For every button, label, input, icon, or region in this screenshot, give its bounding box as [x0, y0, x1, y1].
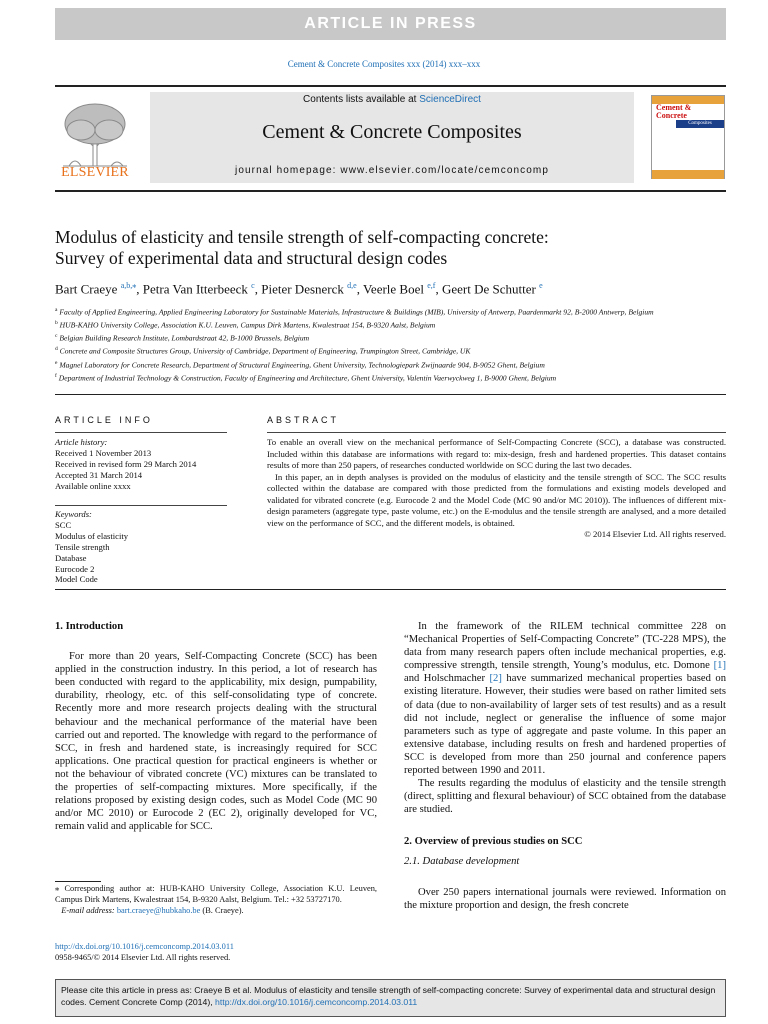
affiliation-item: $^b$ HUB-KAHO University College, Association K.U. Leuven, Campus Dirk Martens, Kwalestraat 154, B-9320 Aalst, Belgium [55, 320, 436, 330]
keywords [55, 509, 227, 585]
citation-text: Please cite this article in press as: Craeye B et al. Modulus of elasticity and tensile strength of self-compacting concrete: Survey of experimental data and structural design codes. Cement Concrete Comp (2014), [61, 985, 716, 1008]
header-bottom-rule [55, 190, 726, 192]
doi-link[interactable]: http://dx.doi.org/10.1016/j.cemconcomp.2014.03.011 [55, 942, 234, 951]
contents-line [150, 94, 634, 105]
journal-reference[interactable]: Cement & Concrete Composites xxx (2014) xxx–xxx [287, 59, 481, 69]
history-item: Received in revised form 29 March 2014 [55, 458, 197, 469]
body-paragraph: Over 250 papers international journals were reviewed. Information on the mixture proportion and design, the fresh concrete [404, 886, 726, 911]
history-item: Available online xxxx [55, 480, 131, 491]
article-history [55, 437, 227, 492]
article-title: Modulus of elasticity and tensile strength of self-compacting concrete: Survey of experimental data and structural design codes [55, 227, 549, 268]
history-item: Received 1 November 2013 [55, 447, 152, 458]
author-name: Pieter Desnerck [261, 281, 344, 297]
header-top-rule [55, 85, 726, 87]
abstract-bottom-rule [55, 589, 726, 590]
journal-title: Cement & Concrete Composites [262, 121, 522, 143]
corresponding-author-note: ⁎ Corresponding author at: HUB-KAHO University College, Association K.U. Leuven, Campus Dirk Martens, Kwalestraat 154, B-9320 Aalst, Belgium. Tel.: +32 53727170. [55, 884, 377, 904]
citation-doi-link[interactable]: http://dx.doi.org/10.1016/j.cemconcomp.2014.03.011 [215, 997, 418, 1008]
author-affil-mark[interactable]: a,b,⁎ [120, 281, 137, 290]
author-affil-mark[interactable]: c [251, 281, 255, 290]
author-name: Geert De Schutter [441, 281, 536, 297]
cover-blue-band: Composites [676, 120, 724, 128]
article-info-rule [55, 432, 227, 433]
keywords-label: Keywords: [55, 509, 92, 519]
abstract-heading: ABSTRACT [267, 415, 340, 425]
keyword: Modulus of elasticity [55, 530, 129, 541]
issn-line: 0958-9465/© 2014 Elsevier Ltd. All rights reserved. [55, 953, 231, 962]
author-name: Petra Van Itterbeeck [142, 281, 248, 297]
body-paragraph: For more than 20 years, Self-Compacting Concrete (SCC) has been applied in the construction industry. In this period, a lot of research has been conducted with regard to the applicability, mix design, pumpability, durability, rheology, etc. of this self-consolidating type of concrete. Recently more and more research projects dealing with the structural behaviour and the mechanical performance of the material have been carried out and reported. The knowledge with regard to the performance of SCC, in fresh and hardened state, is increasingly required for SCC applications. One practical question for practical engineers is whether or not the behaviour of vibrated concrete (VC) mixtures can be translated to the properties of self-compacting mixtures. More specifically, if the relations proposed by existing design codes, such as Model Code (MC 90 and/or MC 2010) or Eurocode 2 (EC 2), originally developed for VC, remain valid and applicable for SCC. [55, 651, 377, 833]
body-paragraph: In the framework of the RILEM technical committee 228 on “Mechanical Properties of Self-Compacting Concrete” (TC-228 MPS), the data from many research papers often include mechanical properties, e.g. compressive strength, tensile strength, Young’s modulus, etc. Domone [1] and Holschmacher [2] have summarized mechanical properties based on existing literature. However, their studies were based on rather limited sets of data (due to non-availability of larger sets of test results) and as a result did not include, neglect or generalise the influence of some major parameters such as type of aggregate and paste volume. In this paper an extensive database, including results on fresh and hardened properties of SCC is developed from more than 250 journal and conference papers reported between 1990 and 2011. [404, 621, 726, 777]
keyword: Database [55, 552, 87, 563]
journal-homepage[interactable]: journal homepage: www.elsevier.com/locate/cemconcomp [235, 165, 549, 176]
footnote-rule [55, 881, 101, 882]
body-column-right [404, 620, 726, 912]
affiliation-item: $^e$ Magnel Laboratory for Concrete Research, Department of Structural Engineering, Ghent University, Technologiepark Zwijnaarde 904, B-9052 Ghent, Belgium [55, 359, 545, 370]
affiliation-item: $^d$ Concrete and Composite Structures Group, University of Cambridge, Department of Engineering, Trumpington Street, Cambridge, UK [55, 346, 471, 356]
reference-link[interactable]: [1] [713, 660, 726, 672]
author-affil-mark[interactable]: d,e [347, 281, 357, 290]
body-paragraph: The results regarding the modulus of elasticity and the tensile strength (direct, splitting and flexural behaviour) of SCC obtained from the database are studied. [404, 778, 726, 816]
keyword: Eurocode 2 [55, 563, 95, 574]
footnote [55, 884, 377, 916]
abstract-paragraph: To enable an overall view on the mechanical performance of Self-Compacting Concrete (SCC), a database was constructed. Included within this database are informations with regard to: mix-design, fresh and hardened properties. This dataset contains results of more than 250 papers, of researches conducted worldwide on SCC during the last two decades. [267, 437, 726, 470]
cover-title: Cement & Concrete [656, 103, 692, 120]
history-item: Accepted 31 March 2014 [55, 469, 143, 480]
keyword: Model Code [55, 574, 98, 585]
author-affil-mark[interactable]: e,f [427, 281, 436, 290]
author-list: Bart Craeye $^{a,b,⁎}$, Petra Van Itterbeeck $^c$, Pieter Desnerck $^{d,e}$, Veerle Boel $^{e,f}$, Geert De Schutter $^e$ [55, 281, 543, 297]
subsection-heading: 2.1. Database development [404, 855, 520, 867]
journal-cover-thumbnail [651, 95, 725, 179]
front-matter-rule [55, 394, 726, 395]
contents-prefix: Contents lists available at [303, 94, 417, 105]
citation-box [55, 979, 726, 1017]
reference-link[interactable]: [2] [489, 673, 502, 685]
author-affil-mark[interactable]: e [539, 281, 543, 290]
abstract-copyright: © 2014 Elsevier Ltd. All rights reserved. [584, 529, 726, 539]
keyword: Tensile strength [55, 541, 110, 552]
section-heading: 1. Introduction [55, 621, 124, 632]
abstract-rule [267, 432, 726, 433]
article-in-press-banner: ARTICLE IN PRESS [55, 8, 726, 40]
history-label: Article history: [55, 437, 108, 447]
keyword: SCC [55, 519, 72, 530]
affiliations [55, 305, 726, 384]
email-link[interactable]: bart.craeye@hubkaho.be [116, 905, 201, 915]
sciencedirect-link[interactable]: ScienceDirect [419, 94, 481, 105]
affiliation-item: $^a$ Faculty of Applied Engineering, Applied Engineering Laboratory for Sustainable Materials, Infrastructure & Buildings (MIB), University of Antwerp, Paardenmarkt 92, B-2000 Antwerp, Belgium [55, 307, 654, 317]
doi-block [55, 941, 377, 963]
author-name: Veerle Boel [362, 281, 424, 297]
elsevier-wordmark: ELSEVIER [61, 165, 129, 180]
article-info-heading: ARTICLE INFO [55, 415, 153, 425]
abstract-paragraph: In this paper, an in depth analyses is provided on the modulus of elasticity and the tensile strength of SCC. The SCC results collected within the database are compared with those predicted from the formulations and existing models developed and validated for vibrated concrete (e.g. Eurocode 2 and the Model Code (MC 90 and/or MC 2010)). The influences of different mix-design parameters (aggregate type, paste volume, etc.) on the E-modulus and the tensile strength are analysed, and a more detailed view on the performance of SCC, and the different models, is obtained. [267, 471, 726, 528]
cover-bottom-band [652, 170, 724, 179]
body-column-left [55, 620, 377, 833]
affiliation-item: $^c$ Belgian Building Research Institute, Lombardstraat 42, B-1000 Brussels, Belgium [55, 333, 310, 343]
abstract-body [267, 437, 726, 541]
email-line: E-mail address: bart.craeye@hubkaho.be (B. Craeye). [61, 905, 244, 915]
keywords-rule [55, 505, 227, 506]
section-heading: 2. Overview of previous studies on SCC [404, 836, 583, 848]
author-name: Bart Craeye [55, 281, 118, 297]
affiliation-item: $^f$ Department of Industrial Technology & Construction, Faculty of Engineering and Architecture, Ghent University, Valentin Vaerwyckweg 1, B-9000 Ghent, Belgium [55, 372, 557, 383]
